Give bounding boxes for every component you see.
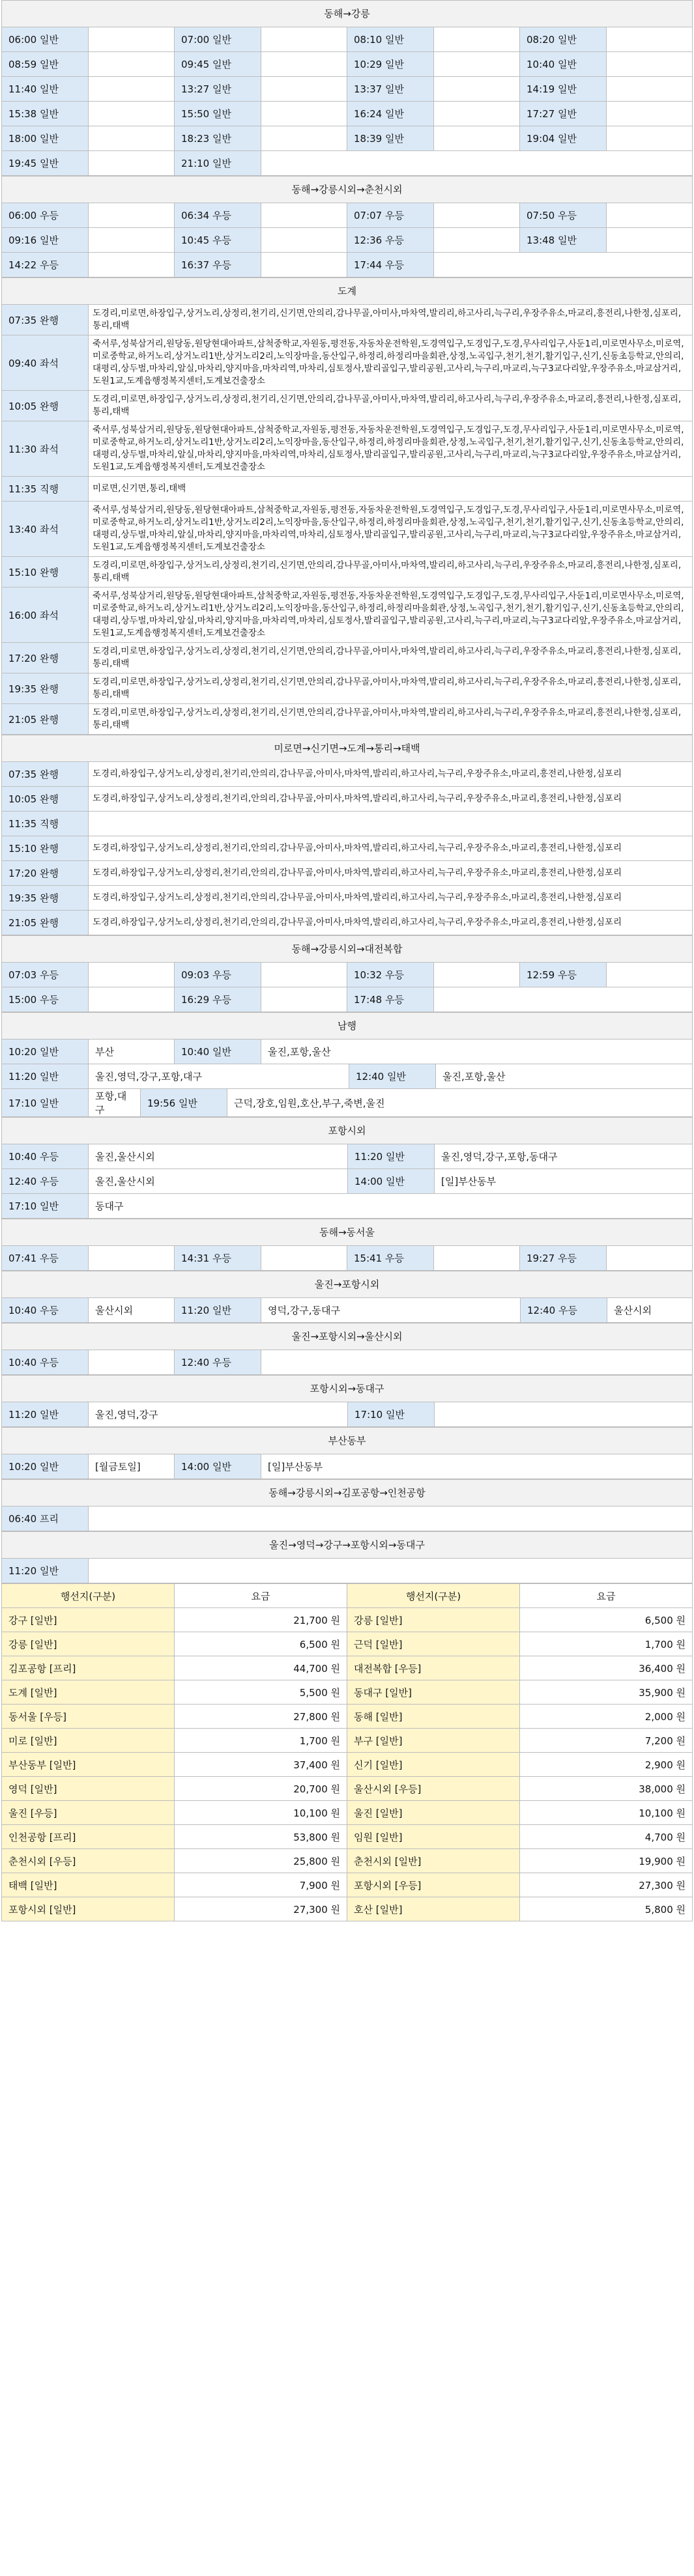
stops-cell: 도경리,미로면,하장입구,상거노리,상정리,천기리,신기면,안의리,감나무골,아미사,마차역,발리리,하고사리,늑구리,우장주유소,마교리,흥전리,나한정,심포리,통리,태백 — [93, 560, 682, 583]
fare-destination: 동해 [일반] — [347, 1705, 520, 1728]
time-cell: 09:40 좌석 — [2, 335, 89, 390]
time-cell: 19:35 완행 — [2, 673, 89, 703]
time-cell: 13:48 일반 — [520, 228, 607, 252]
fare-price: 25,800 원 — [175, 1849, 347, 1873]
time-cell: 16:37 우등 — [175, 253, 261, 277]
fare-price: 2,900 원 — [644, 1759, 686, 1771]
time-cell: 11:20 일반 — [2, 1402, 89, 1426]
time-cell: 07:35 완행 — [2, 762, 89, 786]
stops-cell: 도경리,미로면,하장입구,상거노리,상정리,천기리,신기면,안의리,감나무골,아미사,마차역,발리리,하고사리,늑구리,우장주유소,마교리,흥전리,나한정,심포리,통리,태백 — [93, 677, 682, 700]
destination-cell: 울산시외 — [89, 1298, 175, 1322]
fare-destination: 부산동부 [일반] — [2, 1753, 175, 1776]
destination-cell: 부산 — [89, 1040, 175, 1064]
fare-price: 6,500 원 — [175, 1632, 347, 1656]
fare-price: 1,700 원 — [644, 1638, 686, 1650]
time-cell: 13:37 일반 — [347, 77, 434, 101]
time-cell: 17:44 우등 — [347, 253, 434, 277]
time-cell: 07:00 일반 — [175, 27, 261, 51]
section-title: 울진→영덕→강구→포항시외→동대구 — [2, 1531, 692, 1558]
section-donghae-gangneung — [1, 0, 693, 176]
fare-price: 27,800 원 — [175, 1705, 347, 1728]
fare-destination: 울진 [일반] — [347, 1801, 520, 1824]
destination-cell: 울진,영덕,강구 — [89, 1402, 348, 1426]
fare-price: 21,700 원 — [175, 1608, 347, 1632]
time-cell: 10:05 완행 — [2, 391, 89, 421]
fare-price: 7,900 원 — [175, 1873, 347, 1897]
time-cell: 15:50 일반 — [175, 102, 261, 126]
section-title: 부산동부 — [2, 1427, 692, 1454]
time-cell: 09:03 우등 — [175, 963, 261, 987]
fare-price: 36,400 원 — [639, 1662, 686, 1675]
time-cell: 08:20 일반 — [520, 27, 607, 51]
fare-destination: 강릉 [일반] — [347, 1608, 520, 1632]
time-cell: 17:10 일반 — [348, 1402, 435, 1426]
section-miro-taebaek — [1, 735, 693, 935]
time-cell: 19:45 일반 — [2, 151, 89, 175]
fare-destination: 춘천시외 [일반] — [347, 1849, 520, 1873]
time-cell: 16:29 우등 — [175, 987, 261, 1012]
time-cell: 10:40 일반 — [520, 52, 607, 76]
time-cell: 06:00 일반 — [2, 27, 89, 51]
time-cell: 10:20 일반 — [2, 1040, 89, 1064]
stops-cell: 도경리,하장입구,상거노리,상정리,천기리,안의리,감나무골,아미사,마차역,발리리,하고사리,늑구리,우장주유소,마교리,흥전리,나한정,심포리 — [93, 769, 622, 779]
time-cell: 12:40 우등 — [175, 1350, 261, 1374]
time-cell: 06:34 우등 — [175, 203, 261, 227]
time-cell: 11:40 일반 — [2, 77, 89, 101]
stops-cell: 도경리,하장입구,상거노리,상정리,천기리,안의리,감나무골,아미사,마차역,발리리,하고사리,늑구리,우장주유소,마교리,흥전리,나한정,심포리 — [93, 917, 622, 927]
section-pohang-dongdaegu — [1, 1375, 693, 1427]
section-title: 포항시외 — [2, 1117, 692, 1144]
time-cell: 10:40 우등 — [2, 1350, 89, 1374]
destination-cell: 동대구 — [95, 1200, 124, 1212]
section-title: 포항시외→동대구 — [2, 1375, 692, 1402]
fare-destination: 신기 [일반] — [347, 1753, 520, 1776]
stops-cell: 죽서루,성북삼거리,원당동,원당현대아파트,삼척중학교,자원동,평전동,자동차운전학원,도경역입구,도경입구,도경,무사리입구,사둔1리,미로면사무소,미로역,미로중학교,하거노리,상거노리1반,상거노리2리,노익장마을,동산입구,하정리,하정리마을회관,상정,노곡입구,천기,천기,활기입구,신기,신동초등학교,안의리,대평리,상두벌,마차리,알실,마차리,양지마을,마차리역,마차리,심토정사,발리골입구,발리공원,고사리,늑구리,마교리,늑구3교다리앞,우장주유소,마교삼거리,도원1교,도계읍행정복지센터,도계보건출장소 — [93, 339, 684, 386]
fare-destination: 울산시외 [우등] — [347, 1777, 520, 1800]
time-cell: 10:40 우등 — [2, 1298, 89, 1322]
time-cell: 10:29 일반 — [347, 52, 434, 76]
time-cell: 11:20 일반 — [348, 1144, 435, 1168]
stops-cell — [89, 812, 692, 836]
time-cell: 17:27 일반 — [520, 102, 607, 126]
time-cell: 11:20 일반 — [2, 1064, 89, 1088]
time-cell: 14:22 우등 — [2, 253, 89, 277]
destination-cell: 근덕,장호,임원,호산,부구,죽변,울진 — [234, 1097, 385, 1109]
time-cell: 17:20 완행 — [2, 643, 89, 673]
fare-price: 27,300 원 — [175, 1897, 347, 1921]
fare-price: 19,900 원 — [639, 1855, 686, 1867]
fare-destination: 근덕 [일반] — [347, 1632, 520, 1656]
fare-price: 44,700 원 — [175, 1656, 347, 1680]
time-cell: 11:35 직행 — [2, 477, 89, 501]
section-title: 동해→강릉 — [2, 1, 692, 27]
time-cell: 15:10 완행 — [2, 557, 89, 587]
fare-destination: 김포공항 [프리] — [2, 1656, 175, 1680]
time-cell: 07:41 우등 — [2, 1246, 89, 1270]
fare-destination: 동서울 [우등] — [2, 1705, 175, 1728]
time-cell: 21:05 완행 — [2, 704, 89, 734]
section-title: 도계 — [2, 277, 692, 304]
time-cell: 06:00 우등 — [2, 203, 89, 227]
destination-cell: 영덕,강구,동대구 — [261, 1298, 521, 1322]
time-cell: 11:20 일반 — [175, 1298, 261, 1322]
fare-destination: 강구 [일반] — [2, 1608, 175, 1632]
fare-price: 10,100 원 — [639, 1807, 686, 1819]
section-busan-dongbu — [1, 1427, 693, 1479]
time-cell: 07:07 우등 — [347, 203, 434, 227]
time-cell: 21:05 완행 — [2, 911, 89, 935]
section-title: 울진→포항시외 — [2, 1271, 692, 1297]
fare-destination: 부구 [일반] — [347, 1729, 520, 1752]
destination-cell: 울진,포항,울산 — [442, 1071, 506, 1083]
fare-header: 행선지(구분) — [2, 1584, 175, 1607]
stops-cell: 도경리,하장입구,상거노리,상정리,천기리,안의리,감나무골,아미사,마차역,발리리,하고사리,늑구리,우장주유소,마교리,흥전리,나한정,심포리 — [93, 892, 622, 903]
stops-cell: 도경리,하장입구,상거노리,상정리,천기리,안의리,감나무골,아미사,마차역,발리리,하고사리,늑구리,우장주유소,마교리,흥전리,나한정,심포리 — [93, 868, 622, 878]
stops-cell: 죽서루,성북삼거리,원당동,원당현대아파트,삼척중학교,자원동,평전동,자동차운전학원,도경역입구,도경입구,도경,무사리입구,사둔1리,미로면사무소,미로역,미로중학교,하거노리,상거노리1반,상거노리2리,노익장마을,동산입구,하정리,하정리마을회관,상정,노곡입구,천기,천기,활기입구,신기,신동초등학교,안의리,대평리,상두벌,마차리,알실,마차리,양지마을,마차리역,마차리,심토정사,발리골입구,발리공원,고사리,늑구리,마교리,늑구3교다리앞,우장주유소,마교삼거리,도원1교,도계읍행정복지센터,도계보건출장소 — [93, 591, 684, 638]
time-cell: 09:16 일반 — [2, 228, 89, 252]
fare-price: 5,500 원 — [175, 1680, 347, 1704]
fare-price: 35,900 원 — [639, 1686, 686, 1699]
time-cell: 12:36 우등 — [347, 228, 434, 252]
section-title: 동해→강릉시외→김포공항→인천공항 — [2, 1479, 692, 1506]
section-uljin-ulsan — [1, 1323, 693, 1375]
time-cell: 18:39 일반 — [347, 126, 434, 150]
section-uljin-pohang — [1, 1271, 693, 1323]
section-pohang — [1, 1117, 693, 1219]
time-cell: 10:20 일반 — [2, 1454, 89, 1479]
destination-cell: 울진,울산시외 — [89, 1144, 348, 1168]
section-airport — [1, 1479, 693, 1531]
fare-destination: 춘천시외 [우등] — [2, 1849, 175, 1873]
destination-cell: [일]부산동부 — [268, 1461, 323, 1473]
time-cell: 15:00 우등 — [2, 987, 89, 1012]
fare-price: 20,700 원 — [175, 1777, 347, 1800]
stops-cell: 죽서루,성북삼거리,원당동,원당현대아파트,삼척중학교,자원동,평전동,자동차운전학원,도경역입구,도경입구,도경,무사리입구,사둔1리,미로면사무소,미로역,미로중학교,하거노리,상거노리1반,상거노리2리,노익장마을,동산입구,하정리,하정리마을회관,상정,노곡입구,천기,천기,활기입구,신기,신동초등학교,안의리,대평리,상두벌,마차리,알실,마차리,양지마을,마차리역,마차리,심토정사,발리골입구,발리공원,고사리,늑구리,마교리,늑구3교다리앞,우장주유소,마교삼거리,도원1교,도계읍행정복지센터,도계보건출장소 — [93, 425, 684, 472]
fare-price: 6,500 원 — [644, 1614, 686, 1626]
time-cell: 07:50 우등 — [520, 203, 607, 227]
destination-cell: [월금토일] — [89, 1454, 175, 1479]
time-cell: 17:48 우등 — [347, 987, 434, 1012]
section-dogye — [1, 277, 693, 735]
section-title: 남행 — [2, 1012, 692, 1039]
fare-price: 27,300 원 — [639, 1879, 686, 1891]
fare-destination: 동대구 [일반] — [347, 1680, 520, 1704]
time-cell: 16:00 좌석 — [2, 587, 89, 642]
destination-cell: 울진,영덕,강구,포항,대구 — [89, 1064, 349, 1088]
destination-cell: 울진,포항,울산 — [268, 1046, 331, 1058]
time-cell: 21:10 일반 — [175, 151, 261, 175]
fare-header: 행선지(구분) — [347, 1584, 520, 1607]
section-daejeon — [1, 935, 693, 1012]
section-title: 동해→강릉시외→대전복합 — [2, 935, 692, 962]
time-cell: 10:05 완행 — [2, 787, 89, 811]
time-cell: 15:10 완행 — [2, 836, 89, 860]
time-cell: 13:40 좌석 — [2, 502, 89, 556]
time-cell: 19:04 일반 — [520, 126, 607, 150]
stops-cell: 도경리,미로면,하장입구,상거노리,상정리,천기리,신기면,안의리,감나무골,아미사,마차역,발리리,하고사리,늑구리,우장주유소,마교리,흥전리,나한정,심포리,통리,태백 — [93, 308, 682, 331]
time-cell: 08:59 일반 — [2, 52, 89, 76]
destination-cell: 울진,울산시외 — [89, 1169, 348, 1193]
fare-destination: 포항시외 [일반] — [2, 1897, 175, 1921]
section-title: 동해→강릉시외→춘천시외 — [2, 176, 692, 203]
time-cell: 12:40 우등 — [521, 1298, 607, 1322]
time-cell: 14:31 우등 — [175, 1246, 261, 1270]
destination-cell: [일]부산동부 — [441, 1176, 497, 1187]
time-cell: 07:03 우등 — [2, 963, 89, 987]
time-cell: 11:30 좌석 — [2, 421, 89, 476]
section-uljin-dongdaegu — [1, 1531, 693, 1583]
time-cell: 14:00 일반 — [348, 1169, 435, 1193]
fare-header: 요금 — [175, 1584, 347, 1607]
time-cell: 19:56 일반 — [141, 1089, 227, 1116]
time-cell: 17:20 완행 — [2, 861, 89, 885]
fare-table — [1, 1583, 693, 1921]
fare-price: 10,100 원 — [175, 1801, 347, 1824]
fare-destination: 울진 [우등] — [2, 1801, 175, 1824]
fare-destination: 도계 [일반] — [2, 1680, 175, 1704]
time-cell: 18:23 일반 — [175, 126, 261, 150]
fare-destination: 인천공항 [프리] — [2, 1825, 175, 1848]
time-cell: 10:40 우등 — [2, 1144, 89, 1168]
time-cell: 13:27 일반 — [175, 77, 261, 101]
stops-cell: 도경리,하장입구,상거노리,상정리,천기리,안의리,감나무골,아미사,마차역,발리리,하고사리,늑구리,우장주유소,마교리,흥전리,나한정,심포리 — [93, 843, 622, 853]
time-cell: 08:10 일반 — [347, 27, 434, 51]
section-title: 미로면→신기면→도계→통리→태백 — [2, 735, 692, 761]
fare-destination: 영덕 [일반] — [2, 1777, 175, 1800]
time-cell: 10:40 일반 — [175, 1040, 261, 1064]
section-namhaeng — [1, 1012, 693, 1117]
time-cell: 09:45 일반 — [175, 52, 261, 76]
time-cell: 16:24 일반 — [347, 102, 434, 126]
fare-price: 5,800 원 — [644, 1903, 686, 1916]
time-cell: 10:45 우등 — [175, 228, 261, 252]
section-title: 동해→동서울 — [2, 1219, 692, 1245]
time-cell: 12:59 우등 — [520, 963, 607, 987]
time-cell: 14:00 일반 — [175, 1454, 261, 1479]
section-dongseoul — [1, 1219, 693, 1271]
time-cell: 10:32 우등 — [347, 963, 434, 987]
time-cell: 18:00 일반 — [2, 126, 89, 150]
stops-cell: 도경리,미로면,하장입구,상거노리,상정리,천기리,신기면,안의리,감나무골,아미사,마차역,발리리,하고사리,늑구리,우장주유소,마교리,흥전리,나한정,심포리,통리,태백 — [93, 707, 682, 730]
fare-price: 2,000 원 — [644, 1710, 686, 1723]
fare-price: 4,700 원 — [644, 1831, 686, 1843]
stops-cell: 도경리,미로면,하장입구,상거노리,상정리,천기리,신기면,안의리,감나무골,아미사,마차역,발리리,하고사리,늑구리,우장주유소,마교리,흥전리,나한정,심포리,통리,태백 — [93, 646, 682, 669]
fare-destination: 포항시외 [우등] — [347, 1873, 520, 1897]
time-cell: 07:35 완행 — [2, 305, 89, 335]
time-cell: 15:41 우등 — [347, 1246, 434, 1270]
stops-cell: 미로면,신기면,통리,태백 — [93, 483, 186, 494]
fare-price: 7,200 원 — [644, 1734, 686, 1747]
time-cell: 11:35 직행 — [2, 812, 89, 836]
fare-header: 요금 — [520, 1584, 692, 1607]
time-cell: 19:27 우등 — [520, 1246, 607, 1270]
section-chuncheon — [1, 176, 693, 277]
time-cell: 06:40 프리 — [2, 1507, 89, 1531]
time-cell: 12:40 일반 — [349, 1064, 436, 1088]
fare-price: 37,400 원 — [175, 1753, 347, 1776]
fare-destination: 임원 [일반] — [347, 1825, 520, 1848]
destination-cell: 포항,대구 — [89, 1089, 141, 1116]
fare-destination: 호산 [일반] — [347, 1897, 520, 1921]
fare-destination: 강릉 [일반] — [2, 1632, 175, 1656]
time-cell: 11:20 일반 — [2, 1559, 89, 1583]
fare-price: 53,800 원 — [175, 1825, 347, 1848]
section-title: 울진→포항시외→울산시외 — [2, 1323, 692, 1350]
stops-cell: 도경리,미로면,하장입구,상거노리,상정리,천기리,신기면,안의리,감나무골,아미사,마차역,발리리,하고사리,늑구리,우장주유소,마교리,흥전리,나한정,심포리,통리,태백 — [93, 394, 682, 417]
destination-cell: 울산시외 — [614, 1305, 652, 1316]
time-cell: 12:40 우등 — [2, 1169, 89, 1193]
fare-destination: 대전복합 [우등] — [347, 1656, 520, 1680]
time-cell: 15:38 일반 — [2, 102, 89, 126]
fare-destination: 미로 [일반] — [2, 1729, 175, 1752]
time-cell: 17:10 일반 — [2, 1089, 89, 1116]
fare-price: 1,700 원 — [175, 1729, 347, 1752]
time-cell: 14:19 일반 — [520, 77, 607, 101]
time-cell: 19:35 완행 — [2, 886, 89, 910]
time-cell: 17:10 일반 — [2, 1194, 89, 1218]
fare-price: 38,000 원 — [639, 1783, 686, 1795]
stops-cell: 죽서루,성북삼거리,원당동,원당현대아파트,삼척중학교,자원동,평전동,자동차운전학원,도경역입구,도경입구,도경,무사리입구,사둔1리,미로면사무소,미로역,미로중학교,하거노리,상거노리1반,상거노리2리,노익장마을,동산입구,하정리,하정리마을회관,상정,노곡입구,천기,천기,활기입구,신기,신동초등학교,안의리,대평리,상두벌,마차리,알실,마차리,양지마을,마차리역,마차리,심토정사,발리골입구,발리공원,고사리,늑구리,마교리,늑구3교다리앞,우장주유소,마교삼거리,도원1교,도계읍행정복지센터,도계보건출장소 — [93, 505, 684, 552]
destination-cell: 울진,영덕,강구,포항,동대구 — [441, 1151, 558, 1163]
fare-destination: 태백 [일반] — [2, 1873, 175, 1897]
stops-cell: 도경리,하장입구,상거노리,상정리,천기리,안의리,감나무골,아미사,마차역,발리리,하고사리,늑구리,우장주유소,마교리,흥전리,나한정,심포리 — [93, 793, 622, 804]
